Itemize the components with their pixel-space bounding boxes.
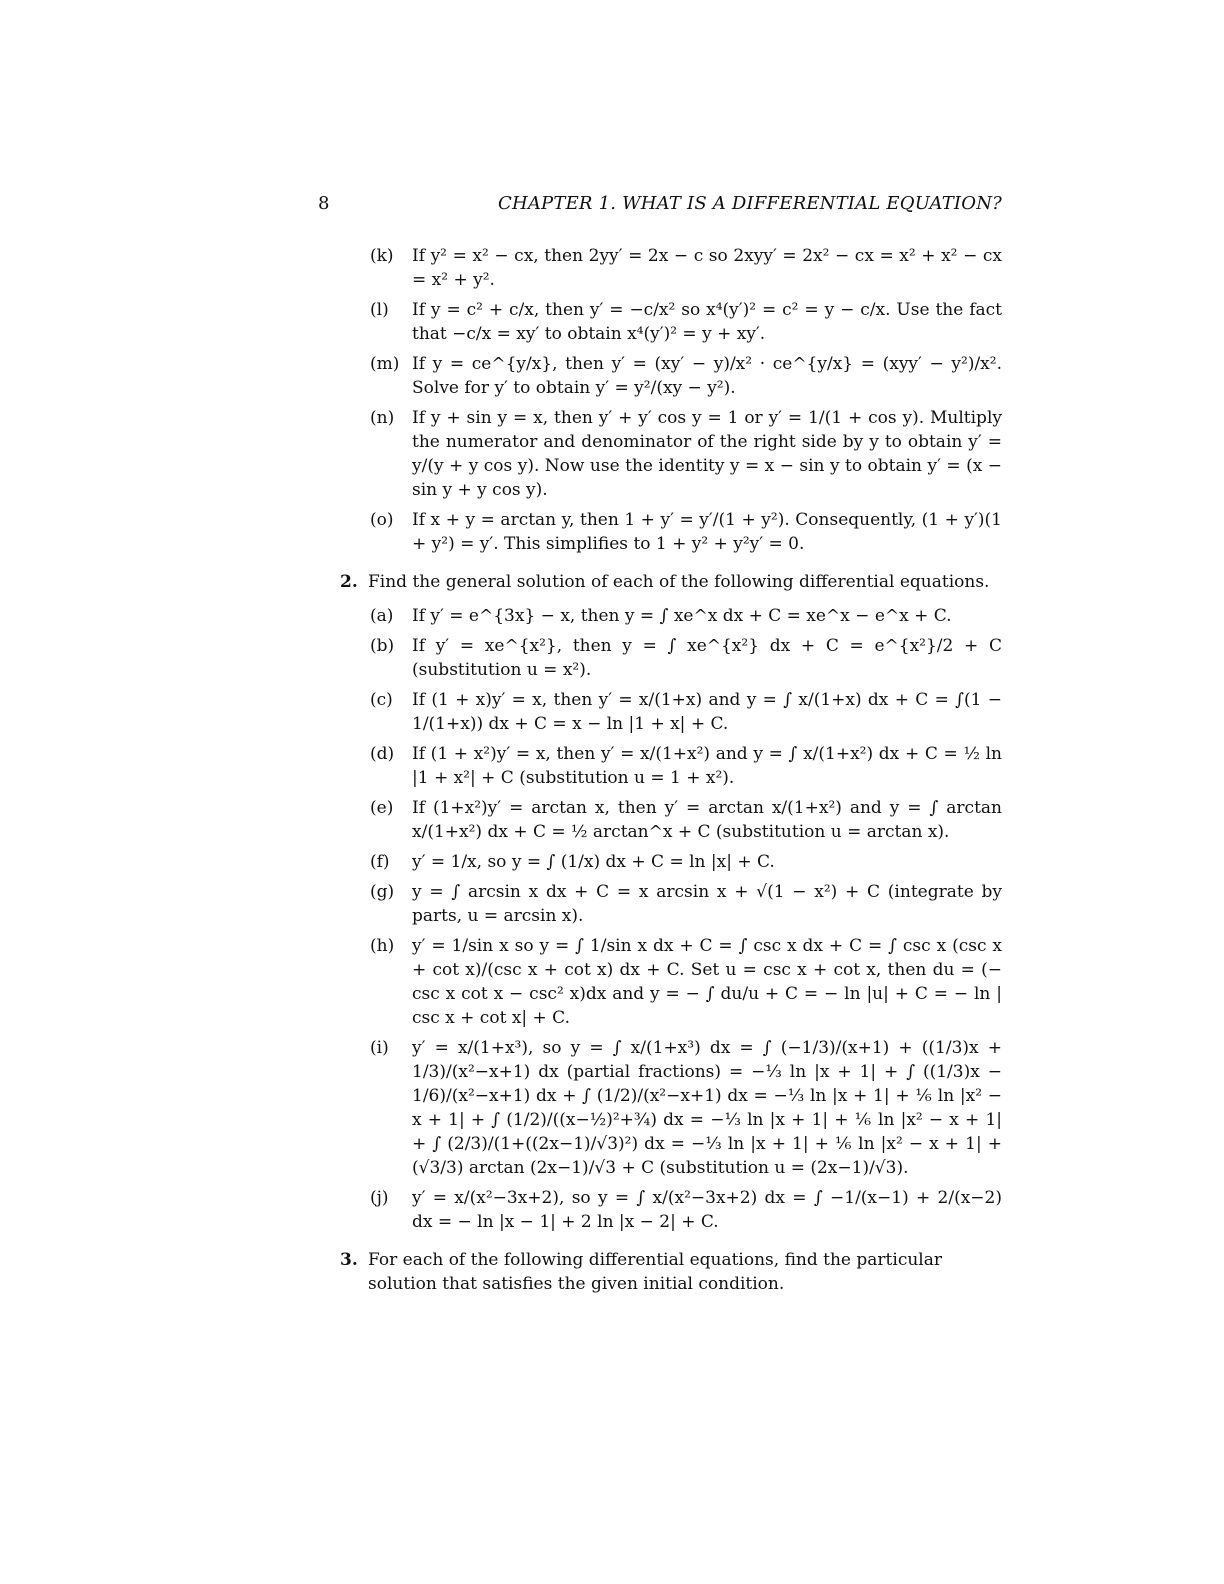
item-text: If y + sin y = x, then y′ + y′ cos y = 1 or y′ = 1/(1 + cos y). Multiply the numerator and denominator of the right side by y to obtain y′ = y/(y + y cos y). Now use the identity y = x − sin y to obtain y′ = (x − sin y + y cos y).	[412, 408, 1002, 500]
list-item	[370, 688, 1002, 736]
item-text: If y = c² + c/x, then y′ = −c/x² so x⁴(y′)² = c² = y − c/x. Use the fact that −c/x = xy′ to obtain x⁴(y′)² = y + xy′.	[412, 300, 1002, 344]
problem-statement: Find the general solution of each of the following differential equations.	[368, 572, 990, 592]
item-text: If (1+x²)y′ = arctan x, then y′ = arctan x/(1+x²) and y = ∫ arctan x/(1+x²) dx + C = ½ arctan^x + C (substitution u = arctan x).	[412, 798, 1002, 842]
item-label: (g)	[370, 882, 395, 902]
item-label: (o)	[370, 510, 394, 530]
item-text: If y′ = xe^{x²}, then y = ∫ xe^{x²} dx + C = e^{x²}/2 + C (substitution u = x²).	[412, 636, 1002, 680]
chapter-title: CHAPTER 1. WHAT IS A DIFFERENTIAL EQUATION?	[497, 193, 1002, 214]
item-label: (a)	[370, 606, 394, 626]
problem-3	[340, 1248, 1002, 1296]
item-text: y′ = x/(1+x³), so y = ∫ x/(1+x³) dx = ∫ (−1/3)/(x+1) + ((1/3)x + 1/3)/(x²−x+1) dx (partial fractions) = −⅓ ln |x + 1| + ∫ ((1/3)x − 1/6)/(x²−x+1) dx + ∫ (1/2)/(x²−x+1) dx = −⅓ ln |x + 1| + ⅙ ln |x² − x + 1| + ∫ (1/2)/((x−½)²+¾) dx = −⅓ ln |x + 1| + ⅙ ln |x² − x + 1| + ∫ (2/3)/(1+((2x−1)/√3)²) dx = −⅓ ln |x + 1| + ⅙ ln |x² − x + 1| + (√3/3) arctan (2x−1)/√3 + C (substitution u = (2x−1)/√3).	[412, 1038, 1002, 1178]
item-label: (c)	[370, 690, 393, 710]
item-label: (j)	[370, 1188, 389, 1208]
item-label: (l)	[370, 300, 389, 320]
list-item	[370, 934, 1002, 1030]
problem-statement: For each of the following differential equations, find the particular solution that satisfies the given initial condition.	[368, 1250, 942, 1294]
list-item	[370, 1036, 1002, 1180]
list-item	[370, 742, 1002, 790]
list-item	[370, 880, 1002, 928]
list-item	[370, 604, 1002, 628]
item-text: If y′ = e^{3x} − x, then y = ∫ xe^x dx + C = xe^x − e^x + C.	[412, 606, 952, 626]
list-item	[370, 850, 1002, 874]
list-item	[370, 508, 1002, 556]
problem-number: 3.	[340, 1250, 358, 1270]
item-text: y′ = 1/x, so y = ∫ (1/x) dx + C = ln |x| + C.	[412, 852, 775, 872]
item-text: If (1 + x²)y′ = x, then y′ = x/(1+x²) and y = ∫ x/(1+x²) dx + C = ½ ln |1 + x²| + C (substitution u = 1 + x²).	[412, 744, 1002, 788]
list-item	[370, 796, 1002, 844]
item-text: y′ = x/(x²−3x+2), so y = ∫ x/(x²−3x+2) dx = ∫ −1/(x−1) + 2/(x−2) dx = − ln |x − 1| + 2 ln |x − 2| + C.	[412, 1188, 1002, 1232]
item-text: If x + y = arctan y, then 1 + y′ = y′/(1 + y²). Consequently, (1 + y′)(1 + y²) = y′. This simplifies to 1 + y² + y²y′ = 0.	[412, 510, 1002, 554]
page-header	[318, 193, 1002, 217]
solutions-list-2	[370, 604, 1002, 1234]
item-text: If y = ce^{y/x}, then y′ = (xy′ − y)/x² · ce^{y/x} = (xyy′ − y²)/x². Solve for y′ to obtain y′ = y²/(xy − y²).	[412, 354, 1002, 398]
item-text: y′ = 1/sin x so y = ∫ 1/sin x dx + C = ∫ csc x dx + C = ∫ csc x (csc x + cot x)/(csc x + cot x) dx + C. Set u = csc x + cot x, then du = (− csc x cot x − csc² x)dx and y = − ∫ du/u + C = − ln |u| + C = − ln | csc x + cot x| + C.	[412, 936, 1002, 1028]
item-label: (b)	[370, 636, 395, 656]
page-body	[340, 244, 1002, 1306]
solutions-list-1	[370, 244, 1002, 556]
item-label: (d)	[370, 744, 395, 764]
item-text: If (1 + x)y′ = x, then y′ = x/(1+x) and y = ∫ x/(1+x) dx + C = ∫(1 − 1/(1+x)) dx + C = x − ln |1 + x| + C.	[412, 690, 1002, 734]
item-label: (m)	[370, 354, 400, 374]
item-label: (k)	[370, 246, 394, 266]
list-item	[370, 634, 1002, 682]
item-label: (n)	[370, 408, 395, 428]
item-label: (f)	[370, 852, 390, 872]
item-label: (i)	[370, 1038, 389, 1058]
list-item	[370, 1186, 1002, 1234]
page-number: 8	[318, 193, 330, 214]
list-item	[370, 352, 1002, 400]
item-text: If y² = x² − cx, then 2yy′ = 2x − c so 2xyy′ = 2x² − cx = x² + x² − cx = x² + y².	[412, 246, 1002, 290]
item-label: (h)	[370, 936, 395, 956]
item-text: y = ∫ arcsin x dx + C = x arcsin x + √(1 − x²) + C (integrate by parts, u = arcsin x).	[412, 882, 1002, 926]
list-item	[370, 298, 1002, 346]
problem-2	[340, 570, 1002, 594]
problem-number: 2.	[340, 572, 358, 592]
list-item	[370, 406, 1002, 502]
item-label: (e)	[370, 798, 394, 818]
list-item	[370, 244, 1002, 292]
